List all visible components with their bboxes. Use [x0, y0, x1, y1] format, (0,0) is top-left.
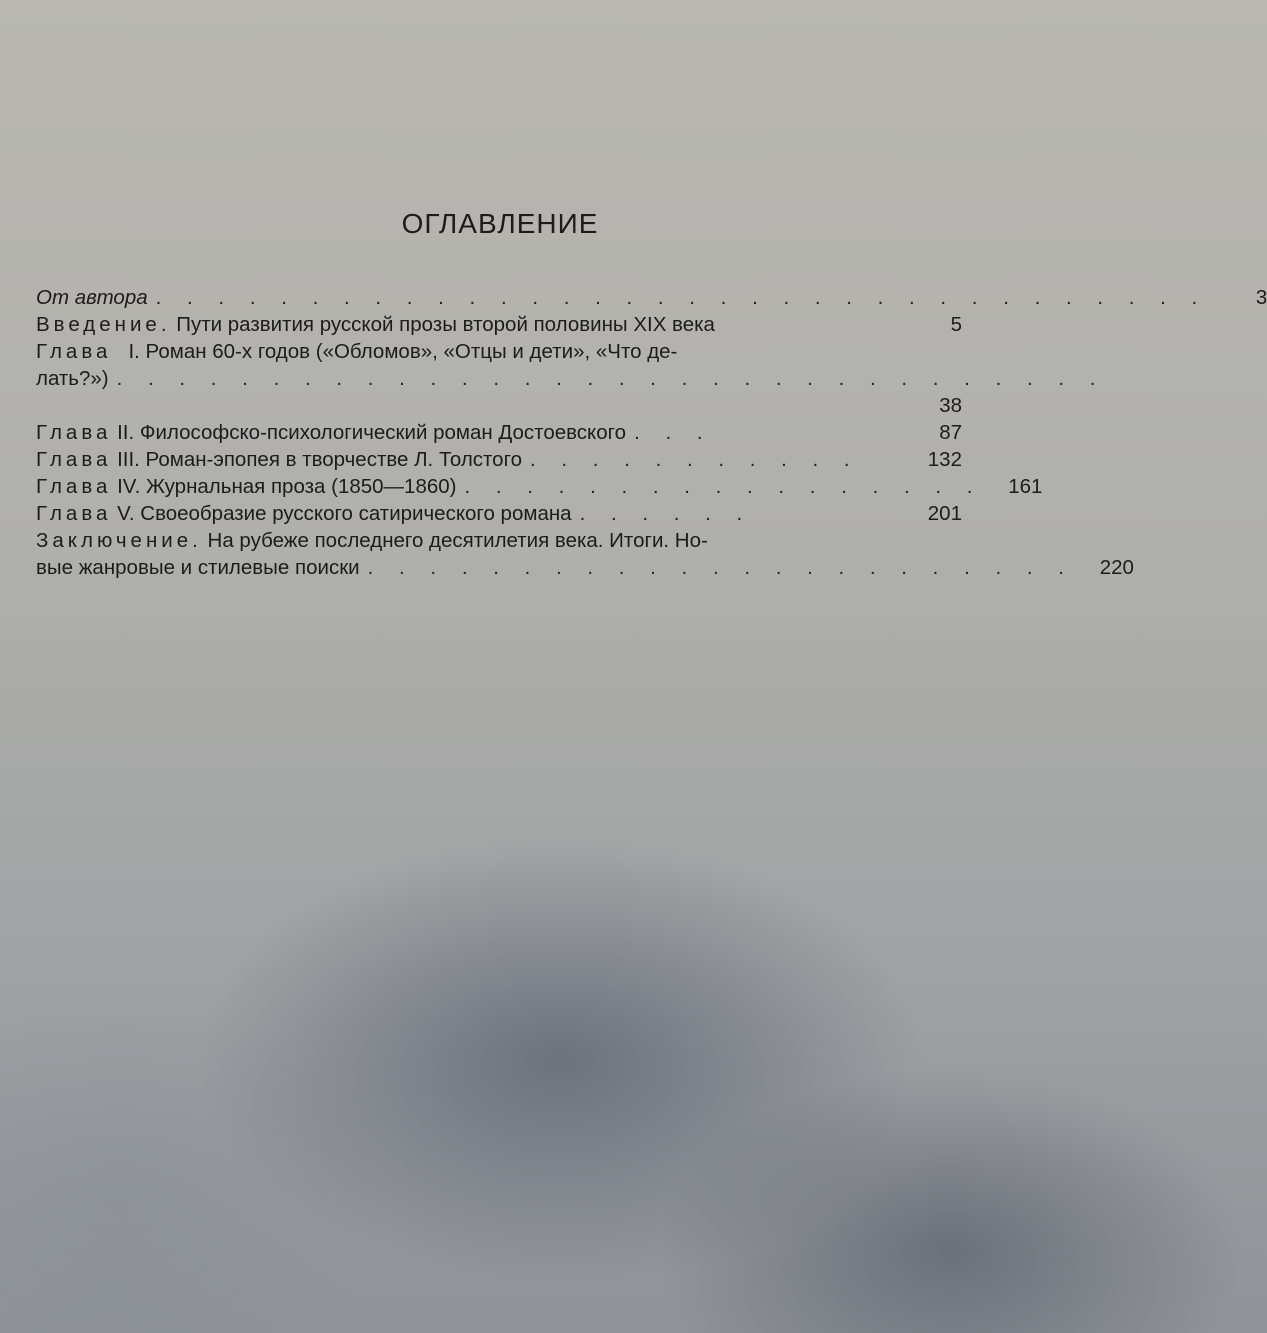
toc-entry-title: На рубеже последнего десятилетия века. Итоги. Но- — [201, 529, 708, 552]
toc-entry-title: III. Роман-эпопея в творчестве Л. Толстого — [117, 448, 523, 471]
toc-entry-text: От автора — [36, 286, 148, 309]
toc-entry-label: Введение. — [36, 313, 171, 336]
toc-page-number: 201 — [927, 502, 962, 525]
toc-entry-title: IV. Журнальная проза (1850—1860) — [117, 475, 457, 498]
toc-entry-continuation: вые жанровые и стилевые поиски — [36, 556, 360, 579]
toc-entry-label: Глава — [36, 475, 112, 498]
toc-entry-chapter-1-page — [36, 392, 962, 419]
toc-entry-text — [36, 500, 572, 527]
toc-leader-dots: . . . — [634, 421, 713, 444]
toc-page-number: 3 — [1255, 286, 1267, 309]
toc-entry-from-author — [36, 284, 1267, 311]
toc-page-number: 38 — [939, 394, 962, 417]
toc-entry-chapter-3 — [36, 446, 962, 473]
toc-entry-conclusion — [36, 527, 962, 554]
toc-entry-introduction — [36, 311, 962, 338]
toc-entry-title: Пути развития русской прозы второй половины XIX века — [170, 313, 715, 336]
toc-entry-label: Глава — [36, 421, 112, 444]
toc-entry-label: Глава — [36, 448, 112, 471]
toc-page-number: 87 — [939, 421, 962, 444]
toc-entry-text — [36, 527, 708, 554]
toc-page-number: 5 — [950, 313, 962, 336]
toc-entry-chapter-1 — [36, 338, 962, 365]
toc-entry-chapter-2 — [36, 419, 962, 446]
toc-page-number: 132 — [927, 448, 962, 471]
toc-entry-chapter-4 — [36, 473, 1043, 500]
toc-entry-label: Глава — [36, 340, 112, 363]
toc-entry-title: II. Философско-психологический роман Достоевского — [117, 421, 627, 444]
toc-entry-title: V. Своеобразие русского сатирического романа — [117, 502, 572, 525]
toc-page-number: 161 — [1008, 475, 1043, 498]
toc-entry-continuation: лать?») — [36, 367, 109, 390]
page-title: ОГЛАВЛЕНИЕ — [401, 208, 599, 239]
toc-entry-text — [36, 446, 522, 473]
toc-entry-text — [36, 473, 457, 500]
toc-leader-dots: . . . . . . . . . . . — [530, 448, 860, 471]
toc-entry-text — [36, 419, 626, 446]
toc-entry-title: I. Роман 60-х годов («Обломов», «Отцы и дети», «Что де- — [128, 340, 678, 363]
toc-leader-dots: . . . . . . . . . . . . . . . . . . . . . . . . . . . . . . . . — [116, 367, 1106, 390]
toc-leader-dots: . . . . . . . . . . . . . . . . . . . . . . . . . . . . . . . . . . — [155, 286, 1208, 309]
toc-entry-label: Заключение. — [36, 529, 202, 552]
toc-leader-dots: . . . . . . . . . . . . . . . . . — [464, 475, 983, 498]
toc-leader-dots: . . . . . . . . . . . . . . . . . . . . . . . — [367, 556, 1074, 579]
toc-entry-text — [36, 338, 677, 365]
toc-entry-conclusion-continued — [36, 554, 1134, 581]
toc-entry-label: Глава — [36, 502, 112, 525]
toc-page-number: 220 — [1099, 556, 1134, 579]
table-of-contents — [36, 284, 1267, 581]
toc-entry-text — [36, 311, 715, 338]
toc-leader-dots: . . . . . . — [579, 502, 753, 525]
toc-entry-chapter-1-continued — [36, 365, 1106, 392]
toc-entry-chapter-5 — [36, 500, 962, 527]
